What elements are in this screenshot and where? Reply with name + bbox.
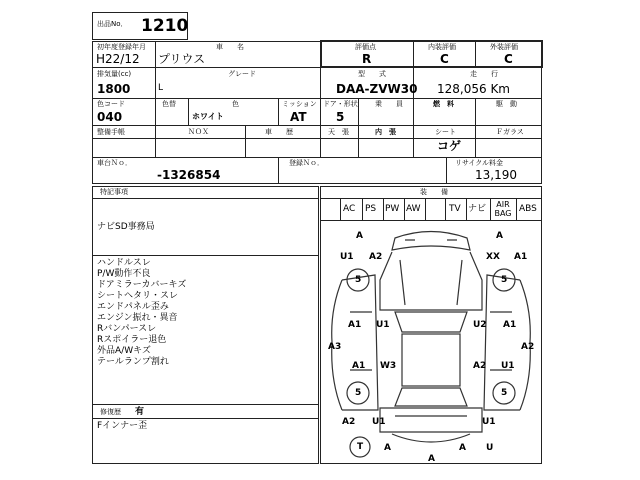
remark-item: シートヘタリ・スレ xyxy=(97,291,179,301)
exterior-value: C xyxy=(504,52,513,66)
equip-navi: ナビ xyxy=(468,204,487,214)
code-u1-tl: U1 xyxy=(340,252,354,262)
code-t-rear: T xyxy=(357,442,364,452)
equip-pw: PW xyxy=(385,204,400,214)
mission-value: AT xyxy=(290,110,307,124)
lot-number: 1210 xyxy=(141,16,189,36)
sunroof-label: 天 張 xyxy=(328,128,349,136)
code-a2-tl: A2 xyxy=(369,252,383,262)
glass-label: Ｆガラス xyxy=(496,128,524,136)
remark-item: エンジン振れ・異音 xyxy=(97,313,178,323)
equip-ps: PS xyxy=(365,204,377,214)
equip-abs: ABS xyxy=(519,204,537,214)
tire-fr: 5 xyxy=(501,275,508,285)
colorcode-label: 色コード xyxy=(97,100,125,108)
code-u2-mr: U2 xyxy=(473,320,487,330)
cc-value: 1800 xyxy=(97,82,131,96)
cc-label: 排気量(cc) xyxy=(97,70,132,78)
grade-label: グレード xyxy=(228,70,256,78)
lot-label: 出品No． xyxy=(97,20,128,28)
seat-value: コゲ xyxy=(437,139,462,153)
colorcode-value: 040 xyxy=(97,110,123,124)
remark-item: 外品A/Wキズ xyxy=(97,346,151,356)
year-label: 初年度登録年月 xyxy=(97,43,146,51)
equip-tv: TV xyxy=(449,204,461,214)
code-w3-ll: W3 xyxy=(380,361,397,371)
color-value: ホワイト xyxy=(192,112,224,121)
remark-item: Rバンパースレ xyxy=(97,324,157,334)
code-a-rear2: A xyxy=(428,454,435,464)
car-label: 車 名 xyxy=(216,43,244,51)
code-u1-lr: U1 xyxy=(501,361,515,371)
repair-note: Fインナー歪 xyxy=(97,421,148,431)
repair-label: 修復歴 xyxy=(100,408,121,416)
chassis-value: -1326854 xyxy=(157,168,221,182)
remark-item: ハンドルスレ xyxy=(97,258,151,268)
doors-label: ドア・形状 xyxy=(323,100,358,108)
remark-item: エンドパネル歪み xyxy=(97,302,169,312)
mission-label: ミッション xyxy=(282,100,317,108)
remark-item: Rスポイラー退色 xyxy=(97,335,167,345)
navi-note: ナビSD事務局 xyxy=(97,222,155,232)
manual-label: 整備手帳 xyxy=(97,128,125,136)
reg-label: 登録Ｎｏ． xyxy=(289,159,324,167)
grade-value: L xyxy=(158,83,164,93)
lot-box xyxy=(92,12,188,40)
remark-item: ドアミラーカバーキズ xyxy=(97,280,187,290)
shade-label: 色替 xyxy=(162,100,176,108)
code-a1-ll: A1 xyxy=(352,361,366,371)
code-u1-bl: U1 xyxy=(372,417,386,427)
code-u1-br: U1 xyxy=(482,417,496,427)
equipment-label: 装 備 xyxy=(420,188,448,196)
remark-item: P/W動作不良 xyxy=(97,269,151,279)
score-label: 評価点 xyxy=(355,43,376,51)
car-value: プリウス xyxy=(158,52,206,66)
code-a2-bl: A2 xyxy=(342,417,356,427)
code-front-a-right: A xyxy=(496,231,503,241)
tire-fl: 5 xyxy=(355,275,362,285)
drive-label: 駆 動 xyxy=(496,100,517,108)
model-label: 型 式 xyxy=(358,70,386,78)
recycle-label: リサイクル料金 xyxy=(455,159,504,167)
seats-label: 乗 員 xyxy=(375,100,403,108)
code-a-rear3: A xyxy=(459,443,466,453)
code-a1-mr: A1 xyxy=(503,320,517,330)
exterior-label: 外装評価 xyxy=(490,43,518,51)
code-xx-tr: XX xyxy=(486,252,500,262)
code-a1-tr: A1 xyxy=(514,252,528,262)
seat-label: シート xyxy=(435,128,456,136)
score-value: R xyxy=(362,52,372,66)
code-u1-ml: U1 xyxy=(376,320,390,330)
nox-label: ＮＯＸ xyxy=(188,128,209,136)
recycle-value: 13,190 xyxy=(475,168,517,182)
equip-ac: AC xyxy=(343,204,356,214)
doors-value: 5 xyxy=(336,110,345,124)
code-front-a-left: A xyxy=(356,231,363,241)
special-label: 特記事項 xyxy=(100,188,128,196)
tire-rl: 5 xyxy=(355,388,362,398)
code-a2-right: A2 xyxy=(521,342,535,352)
interior2-label: 内 張 xyxy=(375,128,396,136)
code-a3-left: A3 xyxy=(328,342,342,352)
code-u-rear: U xyxy=(486,443,494,453)
remarks-list xyxy=(97,258,186,368)
mileage-label: 走 行 xyxy=(470,70,498,78)
mileage-value: 128,056 Km xyxy=(437,82,510,96)
code-a1-ml: A1 xyxy=(348,320,362,330)
history-label: 車 歴 xyxy=(265,128,293,136)
remark-item: テールランプ割れ xyxy=(97,357,169,367)
interior-value: C xyxy=(440,52,449,66)
fuel-label: 燃 料 xyxy=(433,100,454,108)
code-a-rear1: A xyxy=(384,443,391,453)
equip-aw: AW xyxy=(406,204,421,214)
equip-airbag: AIR BAG xyxy=(494,200,512,218)
year-value: H22/12 xyxy=(96,52,140,66)
chassis-label: 車台Ｎｏ． xyxy=(97,159,132,167)
interior-label: 内装評価 xyxy=(428,43,456,51)
color-label: 色 xyxy=(232,100,239,108)
repair-value: 有 xyxy=(135,407,145,417)
model-value: DAA-ZVW30 xyxy=(336,82,418,96)
code-a2-lr: A2 xyxy=(473,361,487,371)
tire-rr: 5 xyxy=(501,388,508,398)
